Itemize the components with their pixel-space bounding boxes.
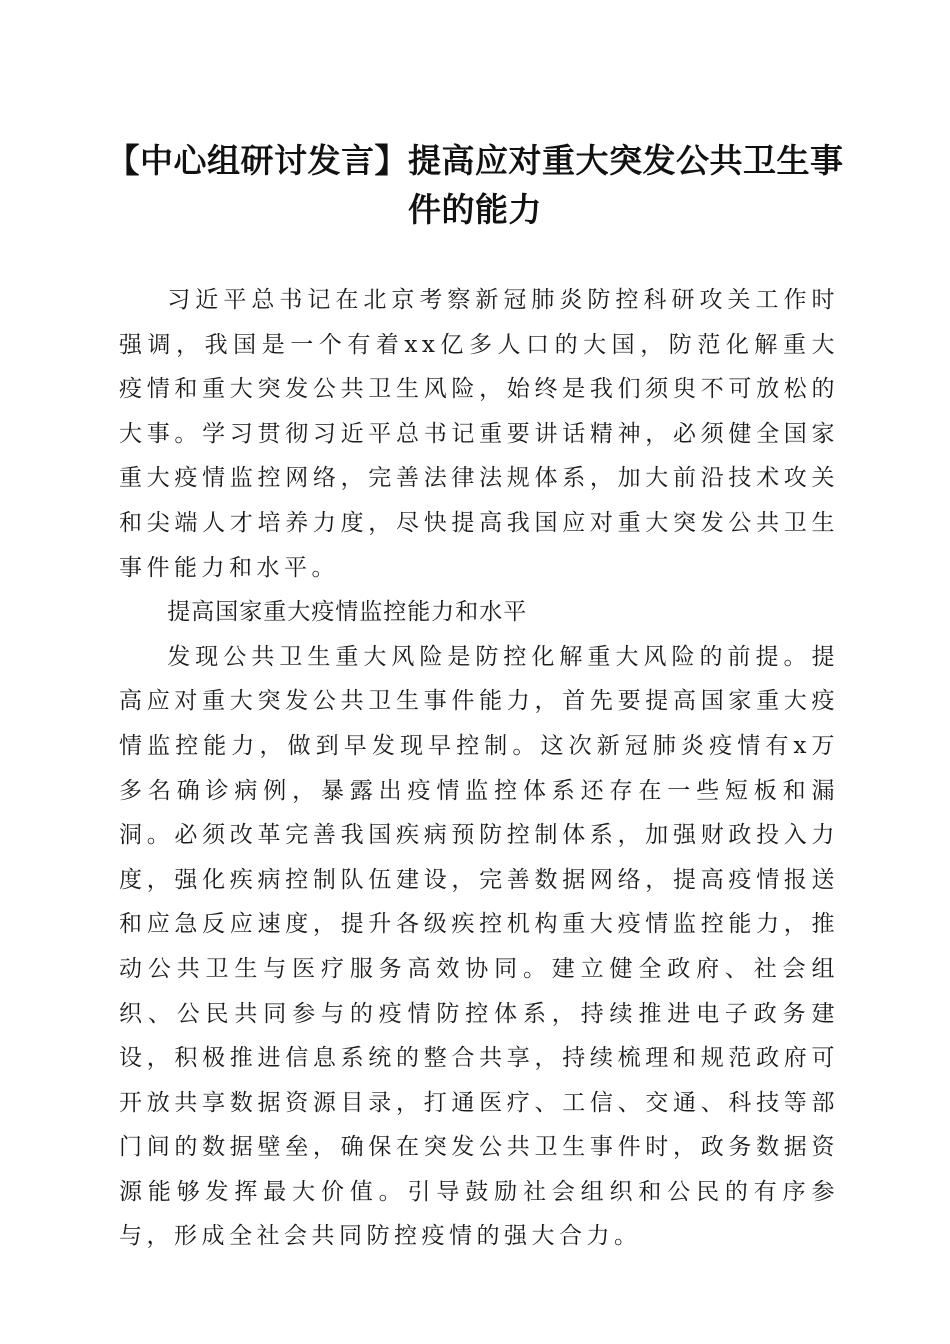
paragraph-section-body: 发现公共卫生重大风险是防控化解重大风险的前提。提高应对重大突发公共卫生事件能力，首先要提高国家重大疫情监控能力，做到早发现早控制。这次新冠肺炎疫情有x万多名确诊病例，暴露出疫情监控体系还存在一些短板和漏洞。必须改革完善我国疾病预防控制体系，加强财政投入力度，强化疾病控制队伍建设，完善数据网络，提高疫情报送和应急反应速度，提升各级疾控机构重大疫情监控能力，推动公共卫生与医疗服务高效协同。建立健全政府、社会组织、公民共同参与的疫情防控体系，持续推进电子政务建设，积极推进信息系统的整合共享，持续梳理和规范政府可开放共享数据资源目录，打通医疗、工信、交通、科技等部门间的数据壁垒，确保在突发公共卫生事件时，政务数据资源能够发挥最大价值。引导鼓励社会组织和公民的有序参与，形成全社会共同防控疫情的强大合力。 xyxy=(119,643,839,1250)
document-title: 【中心组研讨发言】提高应对重大突发公共卫生事件的能力 xyxy=(106,141,844,229)
section-heading: 提高国家重大疫情监控能力和水平 xyxy=(167,599,528,626)
paragraph-intro: 习近平总书记在北京考察新冠肺炎防控科研攻关工作时强调，我国是一个有着xx亿多人口的大国，防范化解重大疫情和重大突发公共卫生风险，始终是我们须臾不可放松的大事。学习贯彻习近平总书记重要讲话精神，必须健全国家重大疫情监控网络，完善法律法规体系，加大前沿技术攻关和尖端人才培养力度，尽快提高我国应对重大突发公共卫生事件能力和水平。 xyxy=(119,287,839,581)
document-body xyxy=(119,278,839,1259)
